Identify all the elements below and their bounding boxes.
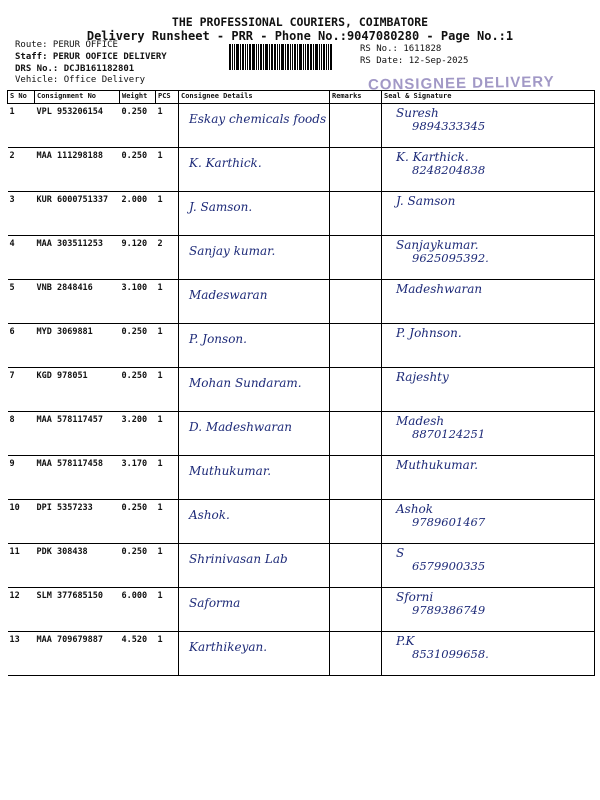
signature-cell: [382, 500, 595, 544]
col-pcs: PCS: [156, 91, 179, 104]
weight-value: 6.000: [120, 588, 156, 632]
consignee-cell: [179, 588, 330, 632]
serial-number: 9: [8, 456, 35, 500]
remarks-cell: [330, 192, 382, 236]
barcode-image: [229, 44, 355, 70]
consignee-cell: [179, 632, 330, 676]
signature-cell: [382, 368, 595, 412]
remarks-cell: [330, 632, 382, 676]
col-remarks: Remarks: [330, 91, 382, 104]
col-sno: S No: [8, 91, 35, 104]
pcs-value: 1: [156, 368, 179, 412]
weight-value: 0.250: [120, 500, 156, 544]
serial-number: 8: [8, 412, 35, 456]
consignee-cell: [179, 412, 330, 456]
table-row: [8, 280, 595, 324]
remarks-cell: [330, 368, 382, 412]
signature: Madesh: [396, 414, 445, 428]
remarks-cell: [330, 236, 382, 280]
drs-number: DRS No.: DCJB161182801: [15, 64, 135, 74]
consignee-cell: [179, 192, 330, 236]
signature: J. Samson: [396, 194, 456, 208]
signature-cell: [382, 456, 595, 500]
signature: Sforni: [396, 590, 434, 604]
consignment-number: MAA 578117457: [35, 412, 120, 456]
signature-phone: 9789601467: [412, 515, 486, 529]
signature-cell: [382, 588, 595, 632]
col-weight: Weight: [120, 91, 156, 104]
runsheet-table: [7, 90, 595, 676]
runsheet-title: Delivery Runsheet - PRR - Phone No.:9047080280 - Page No.:1: [86, 29, 514, 43]
signature-phone: 8248204838: [412, 163, 486, 177]
signature: S: [396, 546, 405, 560]
pcs-value: 2: [156, 236, 179, 280]
consignee-name: Saforma: [189, 596, 241, 610]
consignee-name: Muthukumar.: [189, 464, 272, 478]
consignee-cell: [179, 148, 330, 192]
signature-phone: 8531099658.: [412, 647, 489, 661]
remarks-cell: [330, 456, 382, 500]
consignment-number: MAA 709679887: [35, 632, 120, 676]
route-label: Route: PERUR OFFICE: [15, 40, 118, 50]
consignee-cell: [179, 544, 330, 588]
consignment-number: VPL 953206154: [35, 104, 120, 148]
consignee-name: Sanjay kumar.: [189, 244, 276, 258]
signature: Muthukumar.: [396, 458, 479, 472]
pcs-value: 1: [156, 324, 179, 368]
rs-number: RS No.: 1611828: [360, 44, 442, 54]
serial-number: 7: [8, 368, 35, 412]
serial-number: 2: [8, 148, 35, 192]
col-signature: Seal & Signature: [382, 91, 595, 104]
signature-phone: 9625095392.: [412, 251, 489, 265]
rs-date: RS Date: 12-Sep-2025: [360, 56, 469, 66]
consignee-cell: [179, 500, 330, 544]
pcs-value: 1: [156, 192, 179, 236]
pcs-value: 1: [156, 412, 179, 456]
weight-value: 2.000: [120, 192, 156, 236]
weight-value: 3.100: [120, 280, 156, 324]
weight-value: 0.250: [120, 324, 156, 368]
pcs-value: 1: [156, 456, 179, 500]
consignee-name: Shrinivasan Lab: [189, 552, 288, 566]
serial-number: 5: [8, 280, 35, 324]
signature-cell: [382, 104, 595, 148]
table-row: [8, 456, 595, 500]
staff-label: Staff: PERUR OOFICE DELIVERY: [15, 52, 167, 62]
remarks-cell: [330, 280, 382, 324]
serial-number: 1: [8, 104, 35, 148]
consignment-number: KUR 6000751337: [35, 192, 120, 236]
serial-number: 4: [8, 236, 35, 280]
pcs-value: 1: [156, 588, 179, 632]
weight-value: 0.250: [120, 368, 156, 412]
consignee-cell: [179, 324, 330, 368]
serial-number: 3: [8, 192, 35, 236]
remarks-cell: [330, 412, 382, 456]
consignee-name: J. Samson.: [189, 200, 253, 214]
signature-cell: [382, 544, 595, 588]
signature: K. Karthick.: [396, 150, 469, 164]
consignee-name: K. Karthick.: [189, 156, 262, 170]
signature: Suresh: [396, 106, 439, 120]
table-row: [8, 412, 595, 456]
remarks-cell: [330, 588, 382, 632]
signature: P.K: [396, 634, 415, 648]
serial-number: 10: [8, 500, 35, 544]
remarks-cell: [330, 104, 382, 148]
table-row: [8, 588, 595, 632]
weight-value: 0.250: [120, 104, 156, 148]
signature-cell: [382, 236, 595, 280]
consignment-number: PDK 308438: [35, 544, 120, 588]
signature: P. Johnson.: [396, 326, 462, 340]
consignee-name: Madeswaran: [189, 288, 268, 302]
signature: Sanjaykumar.: [396, 238, 479, 252]
vehicle-label: Vehicle: Office Delivery: [15, 75, 146, 85]
consignment-number: MAA 303511253: [35, 236, 120, 280]
signature: Ashok: [396, 502, 434, 516]
table-header-row: [8, 91, 595, 104]
col-consignment: Consignment No: [35, 91, 120, 104]
pcs-value: 1: [156, 544, 179, 588]
signature-cell: [382, 632, 595, 676]
delivery-stamp: CONSIGNEE DELIVERY: [367, 73, 555, 94]
signature-phone: 8870124251: [412, 427, 486, 441]
consignee-name: Ashok.: [189, 508, 230, 522]
consignment-number: DPI 5357233: [35, 500, 120, 544]
remarks-cell: [330, 148, 382, 192]
table-row: [8, 236, 595, 280]
consignment-number: MAA 111298188: [35, 148, 120, 192]
weight-value: 3.200: [120, 412, 156, 456]
consignee-cell: [179, 368, 330, 412]
signature-cell: [382, 280, 595, 324]
weight-value: 0.250: [120, 148, 156, 192]
consignee-name: D. Madeshwaran: [189, 420, 292, 434]
serial-number: 11: [8, 544, 35, 588]
consignee-cell: [179, 456, 330, 500]
consignee-cell: [179, 104, 330, 148]
weight-value: 0.250: [120, 544, 156, 588]
table-row: [8, 500, 595, 544]
table-row: [8, 104, 595, 148]
signature-cell: [382, 324, 595, 368]
consignee-cell: [179, 236, 330, 280]
consignment-number: MYD 3069881: [35, 324, 120, 368]
signature-phone: 9789386749: [412, 603, 486, 617]
consignment-number: SLM 377685150: [35, 588, 120, 632]
consignment-number: MAA 578117458: [35, 456, 120, 500]
serial-number: 6: [8, 324, 35, 368]
weight-value: 4.520: [120, 632, 156, 676]
remarks-cell: [330, 544, 382, 588]
pcs-value: 1: [156, 500, 179, 544]
table-row: [8, 368, 595, 412]
pcs-value: 1: [156, 632, 179, 676]
consignee-name: Eskay chemicals foods: [189, 112, 327, 126]
table-row: [8, 192, 595, 236]
signature: Madeshwaran: [396, 282, 483, 296]
table-row: [8, 148, 595, 192]
consignment-number: VNB 2848416: [35, 280, 120, 324]
pcs-value: 1: [156, 148, 179, 192]
consignee-name: P. Jonson.: [189, 332, 247, 346]
weight-value: 3.170: [120, 456, 156, 500]
serial-number: 12: [8, 588, 35, 632]
serial-number: 13: [8, 632, 35, 676]
signature: Rajeshty: [396, 370, 449, 384]
weight-value: 9.120: [120, 236, 156, 280]
col-consignee: Consignee Details: [179, 91, 330, 104]
consignment-number: KGD 978051: [35, 368, 120, 412]
table-row: [8, 544, 595, 588]
remarks-cell: [330, 500, 382, 544]
table-row: [8, 632, 595, 676]
consignee-name: Karthikeyan.: [189, 640, 268, 654]
signature-phone: 9894333345: [412, 119, 486, 133]
signature-cell: [382, 192, 595, 236]
pcs-value: 1: [156, 104, 179, 148]
consignee-name: Mohan Sundaram.: [189, 376, 302, 390]
company-name: THE PROFESSIONAL COURIERS, COIMBATORE: [171, 15, 429, 29]
table-row: [8, 324, 595, 368]
signature-cell: [382, 412, 595, 456]
pcs-value: 1: [156, 280, 179, 324]
remarks-cell: [330, 324, 382, 368]
signature-phone: 6579900335: [412, 559, 486, 573]
signature-cell: [382, 148, 595, 192]
consignee-cell: [179, 280, 330, 324]
